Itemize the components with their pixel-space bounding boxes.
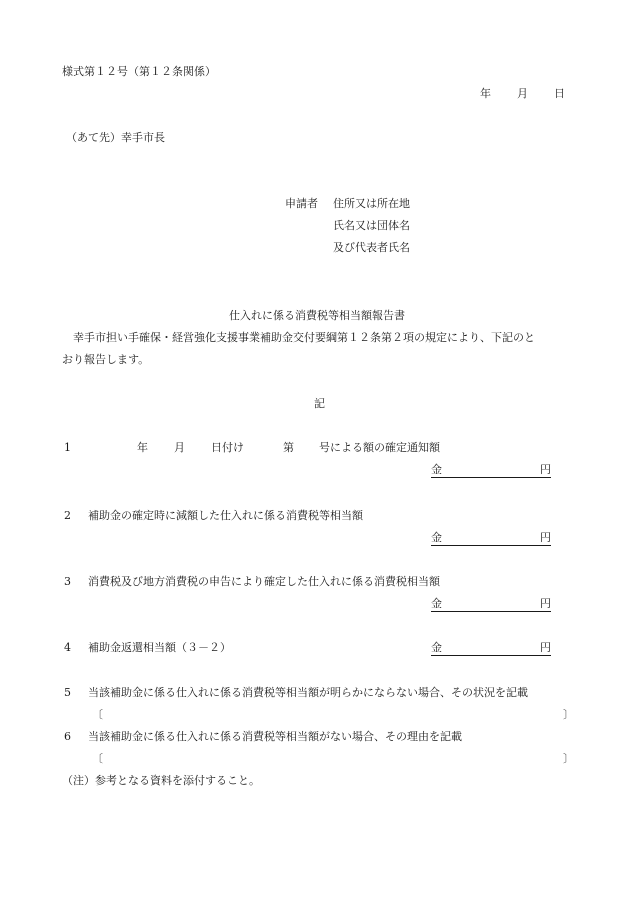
bracket-close: 〕 xyxy=(563,708,574,721)
applicant-address-label: 住所又は所在地 xyxy=(333,197,410,210)
item-6-text: 当該補助金に係る仕入れに係る消費税等相当額がない場合、その理由を記載 xyxy=(88,730,462,743)
item-4-text: 補助金返還相当額（３－２） xyxy=(88,641,231,654)
addressee: （あて先）幸手市長 xyxy=(66,131,165,144)
item-1-amount-field[interactable] xyxy=(431,463,551,478)
item-6-response-field[interactable] xyxy=(92,752,574,766)
date-day-label: 日 xyxy=(554,87,565,100)
bracket-close: 〕 xyxy=(563,752,574,765)
bracket-open: 〔 xyxy=(92,708,103,721)
item-1-date: 日付け xyxy=(211,441,244,454)
item-3-text: 消費税及び地方消費税の申告により確定した仕入れに係る消費税相当額 xyxy=(88,575,440,588)
amount-kin: 金 xyxy=(431,531,442,544)
form-number: 様式第１２号（第１２条関係） xyxy=(62,65,216,78)
item-2-text: 補助金の確定時に減額した仕入れに係る消費税等相当額 xyxy=(88,509,363,522)
item-1-rest: 号による額の確定通知額 xyxy=(319,441,440,454)
applicant-name-label: 氏名又は団体名 xyxy=(333,219,410,232)
document-title: 仕入れに係る消費税等相当額報告書 xyxy=(229,309,405,322)
amount-kin: 金 xyxy=(431,463,442,476)
note: （注）参考となる資料を添付すること。 xyxy=(62,774,260,787)
ki-heading: 記 xyxy=(314,397,325,410)
item-3-number: 3 xyxy=(64,575,71,588)
amount-kin: 金 xyxy=(431,641,442,654)
item-6-number: 6 xyxy=(64,730,71,743)
amount-yen: 円 xyxy=(540,597,551,610)
amount-yen: 円 xyxy=(540,641,551,654)
bracket-open: 〔 xyxy=(92,752,103,765)
item-1-dai: 第 xyxy=(283,441,294,454)
amount-kin: 金 xyxy=(431,597,442,610)
item-5-text: 当該補助金に係る仕入れに係る消費税等相当額が明らかにならない場合、その状況を記載 xyxy=(88,686,528,699)
item-5-response-field[interactable] xyxy=(92,708,574,722)
item-4-amount-field[interactable] xyxy=(431,641,551,656)
item-4-number: 4 xyxy=(64,641,71,654)
date-year-label: 年 xyxy=(480,87,491,100)
intro-line-2: おり報告します。 xyxy=(62,353,150,366)
item-1-number: 1 xyxy=(64,441,71,454)
item-1-year: 年 xyxy=(137,441,148,454)
item-5-number: 5 xyxy=(64,686,71,699)
amount-yen: 円 xyxy=(540,463,551,476)
applicant-label: 申請者 xyxy=(285,197,318,210)
item-2-amount-field[interactable] xyxy=(431,531,551,546)
applicant-representative-label: 及び代表者氏名 xyxy=(333,241,410,254)
item-1-month: 月 xyxy=(174,441,185,454)
item-2-number: 2 xyxy=(64,509,71,522)
date-month-label: 月 xyxy=(517,87,528,100)
amount-yen: 円 xyxy=(540,531,551,544)
item-3-amount-field[interactable] xyxy=(431,597,551,612)
intro-line-1: 幸手市担い手確保・経営強化支援事業補助金交付要綱第１２条第２項の規定により、下記のと xyxy=(73,331,535,344)
